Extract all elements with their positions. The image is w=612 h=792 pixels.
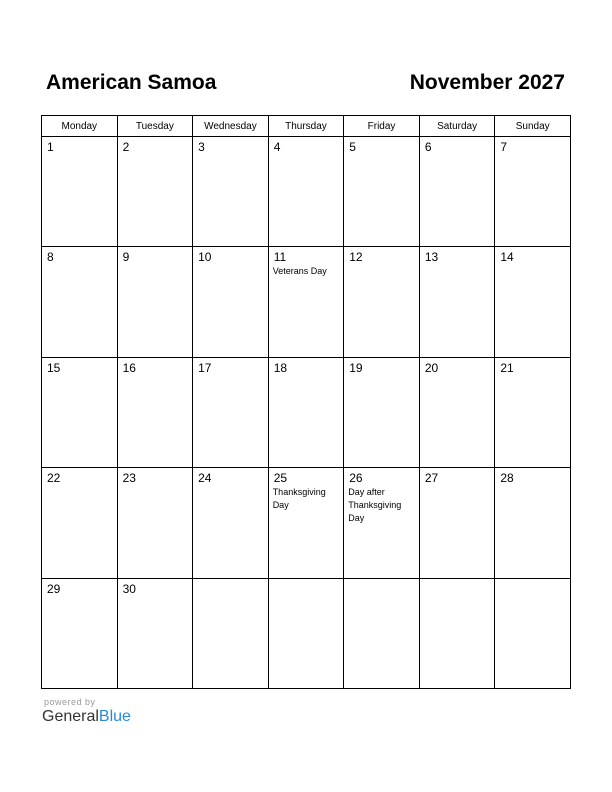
calendar-day-cell: [268, 578, 344, 688]
calendar-month-title: November 2027: [409, 71, 565, 94]
calendar-day-cell: [344, 357, 420, 467]
calendar-day-cell: [419, 468, 495, 578]
day-number: 19: [349, 360, 363, 375]
calendar-body: [42, 137, 571, 689]
calendar-day-cell: [495, 137, 571, 247]
calendar-day-cell: [419, 357, 495, 467]
calendar-day-cell: [344, 578, 420, 688]
month-calendar-grid: [41, 115, 571, 689]
day-number: 11: [273, 250, 287, 265]
day-number: 23: [122, 471, 136, 486]
calendar-day-cell: [344, 247, 420, 357]
calendar-day-cell: [42, 578, 118, 688]
calendar-day-cell: [117, 137, 193, 247]
day-number: 26: [349, 471, 363, 486]
calendar-week-row: [42, 468, 571, 578]
day-number: [344, 579, 419, 582]
day-number: 29: [47, 581, 61, 596]
day-number: 24: [198, 471, 212, 486]
calendar-day-cell: [268, 247, 344, 357]
day-number: 15: [47, 360, 61, 375]
weekday-header: Monday: [42, 116, 118, 137]
calendar-week-row: [42, 578, 571, 688]
calendar-day-cell: [42, 137, 118, 247]
day-number: [495, 579, 570, 582]
calendar-day-cell: [42, 357, 118, 467]
calendar-day-cell: [117, 578, 193, 688]
day-number: 21: [500, 360, 514, 375]
calendar-day-cell: [193, 357, 269, 467]
day-number: 27: [424, 471, 439, 486]
day-number: 6: [424, 140, 432, 154]
calendar-day-cell: [42, 247, 118, 357]
day-number: [420, 579, 495, 582]
calendar-day-cell: [117, 357, 193, 467]
calendar-day-cell: [268, 137, 344, 247]
day-number: 12: [349, 250, 363, 265]
day-number: 22: [47, 471, 61, 486]
calendar-day-cell: [495, 468, 571, 578]
day-number: 9: [122, 250, 130, 265]
brand-general-text: General: [42, 708, 99, 725]
day-number: 2: [122, 140, 130, 154]
weekday-header-row: [42, 116, 571, 137]
calendar-region-title: American Samoa: [46, 71, 217, 94]
brand-blue-text: Blue: [98, 708, 131, 725]
day-number: 16: [122, 360, 136, 375]
calendar-day-cell: [193, 137, 269, 247]
calendar-day-cell: [344, 137, 420, 247]
day-number: [269, 579, 344, 582]
calendar-week-row: [42, 357, 571, 467]
day-number: 25: [273, 471, 288, 486]
day-number: 28: [500, 471, 514, 486]
calendar-day-cell: [495, 578, 571, 688]
calendar-week-row: [42, 137, 571, 247]
day-number: 7: [500, 140, 508, 154]
calendar-day-cell: [268, 468, 344, 578]
calendar-day-cell: [42, 468, 118, 578]
day-number: 18: [273, 360, 288, 375]
day-number: 17: [198, 360, 212, 375]
holiday-label: Veterans Day: [272, 266, 327, 277]
day-number: 14: [500, 250, 514, 265]
calendar-week-row: [42, 247, 571, 357]
calendar-day-cell: [193, 468, 269, 578]
weekday-header: Thursday: [268, 116, 344, 137]
day-number: 8: [47, 250, 54, 265]
powered-by-label: powered by: [44, 697, 96, 707]
day-number: 4: [273, 140, 281, 154]
calendar-day-cell: [193, 578, 269, 688]
weekday-header: Wednesday: [193, 116, 269, 137]
day-number: 10: [198, 250, 212, 265]
calendar-day-cell: [193, 247, 269, 357]
day-number: 13: [424, 250, 439, 265]
calendar-day-cell: [117, 468, 193, 578]
weekday-header: Friday: [344, 116, 420, 137]
weekday-header: Sunday: [495, 116, 571, 137]
calendar-day-cell: [419, 578, 495, 688]
holiday-label: Thanksgiving Day: [272, 487, 326, 511]
day-number: 1: [47, 140, 54, 154]
weekday-header: Saturday: [419, 116, 495, 137]
calendar-day-cell: [117, 247, 193, 357]
calendar-day-cell: [419, 137, 495, 247]
calendar-day-cell: [495, 247, 571, 357]
holiday-label: Day after Thanksgiving Day: [348, 487, 402, 524]
calendar-day-cell: [344, 468, 420, 578]
generalblue-logo[interactable]: [42, 708, 131, 726]
day-number: 20: [424, 360, 439, 375]
day-number: [193, 579, 268, 582]
weekday-header: Tuesday: [117, 116, 193, 137]
calendar-day-cell: [495, 357, 571, 467]
calendar-day-cell: [268, 357, 344, 467]
calendar-day-cell: [419, 247, 495, 357]
day-number: 3: [198, 140, 205, 154]
day-number: 30: [122, 581, 136, 596]
day-number: 5: [349, 140, 356, 154]
